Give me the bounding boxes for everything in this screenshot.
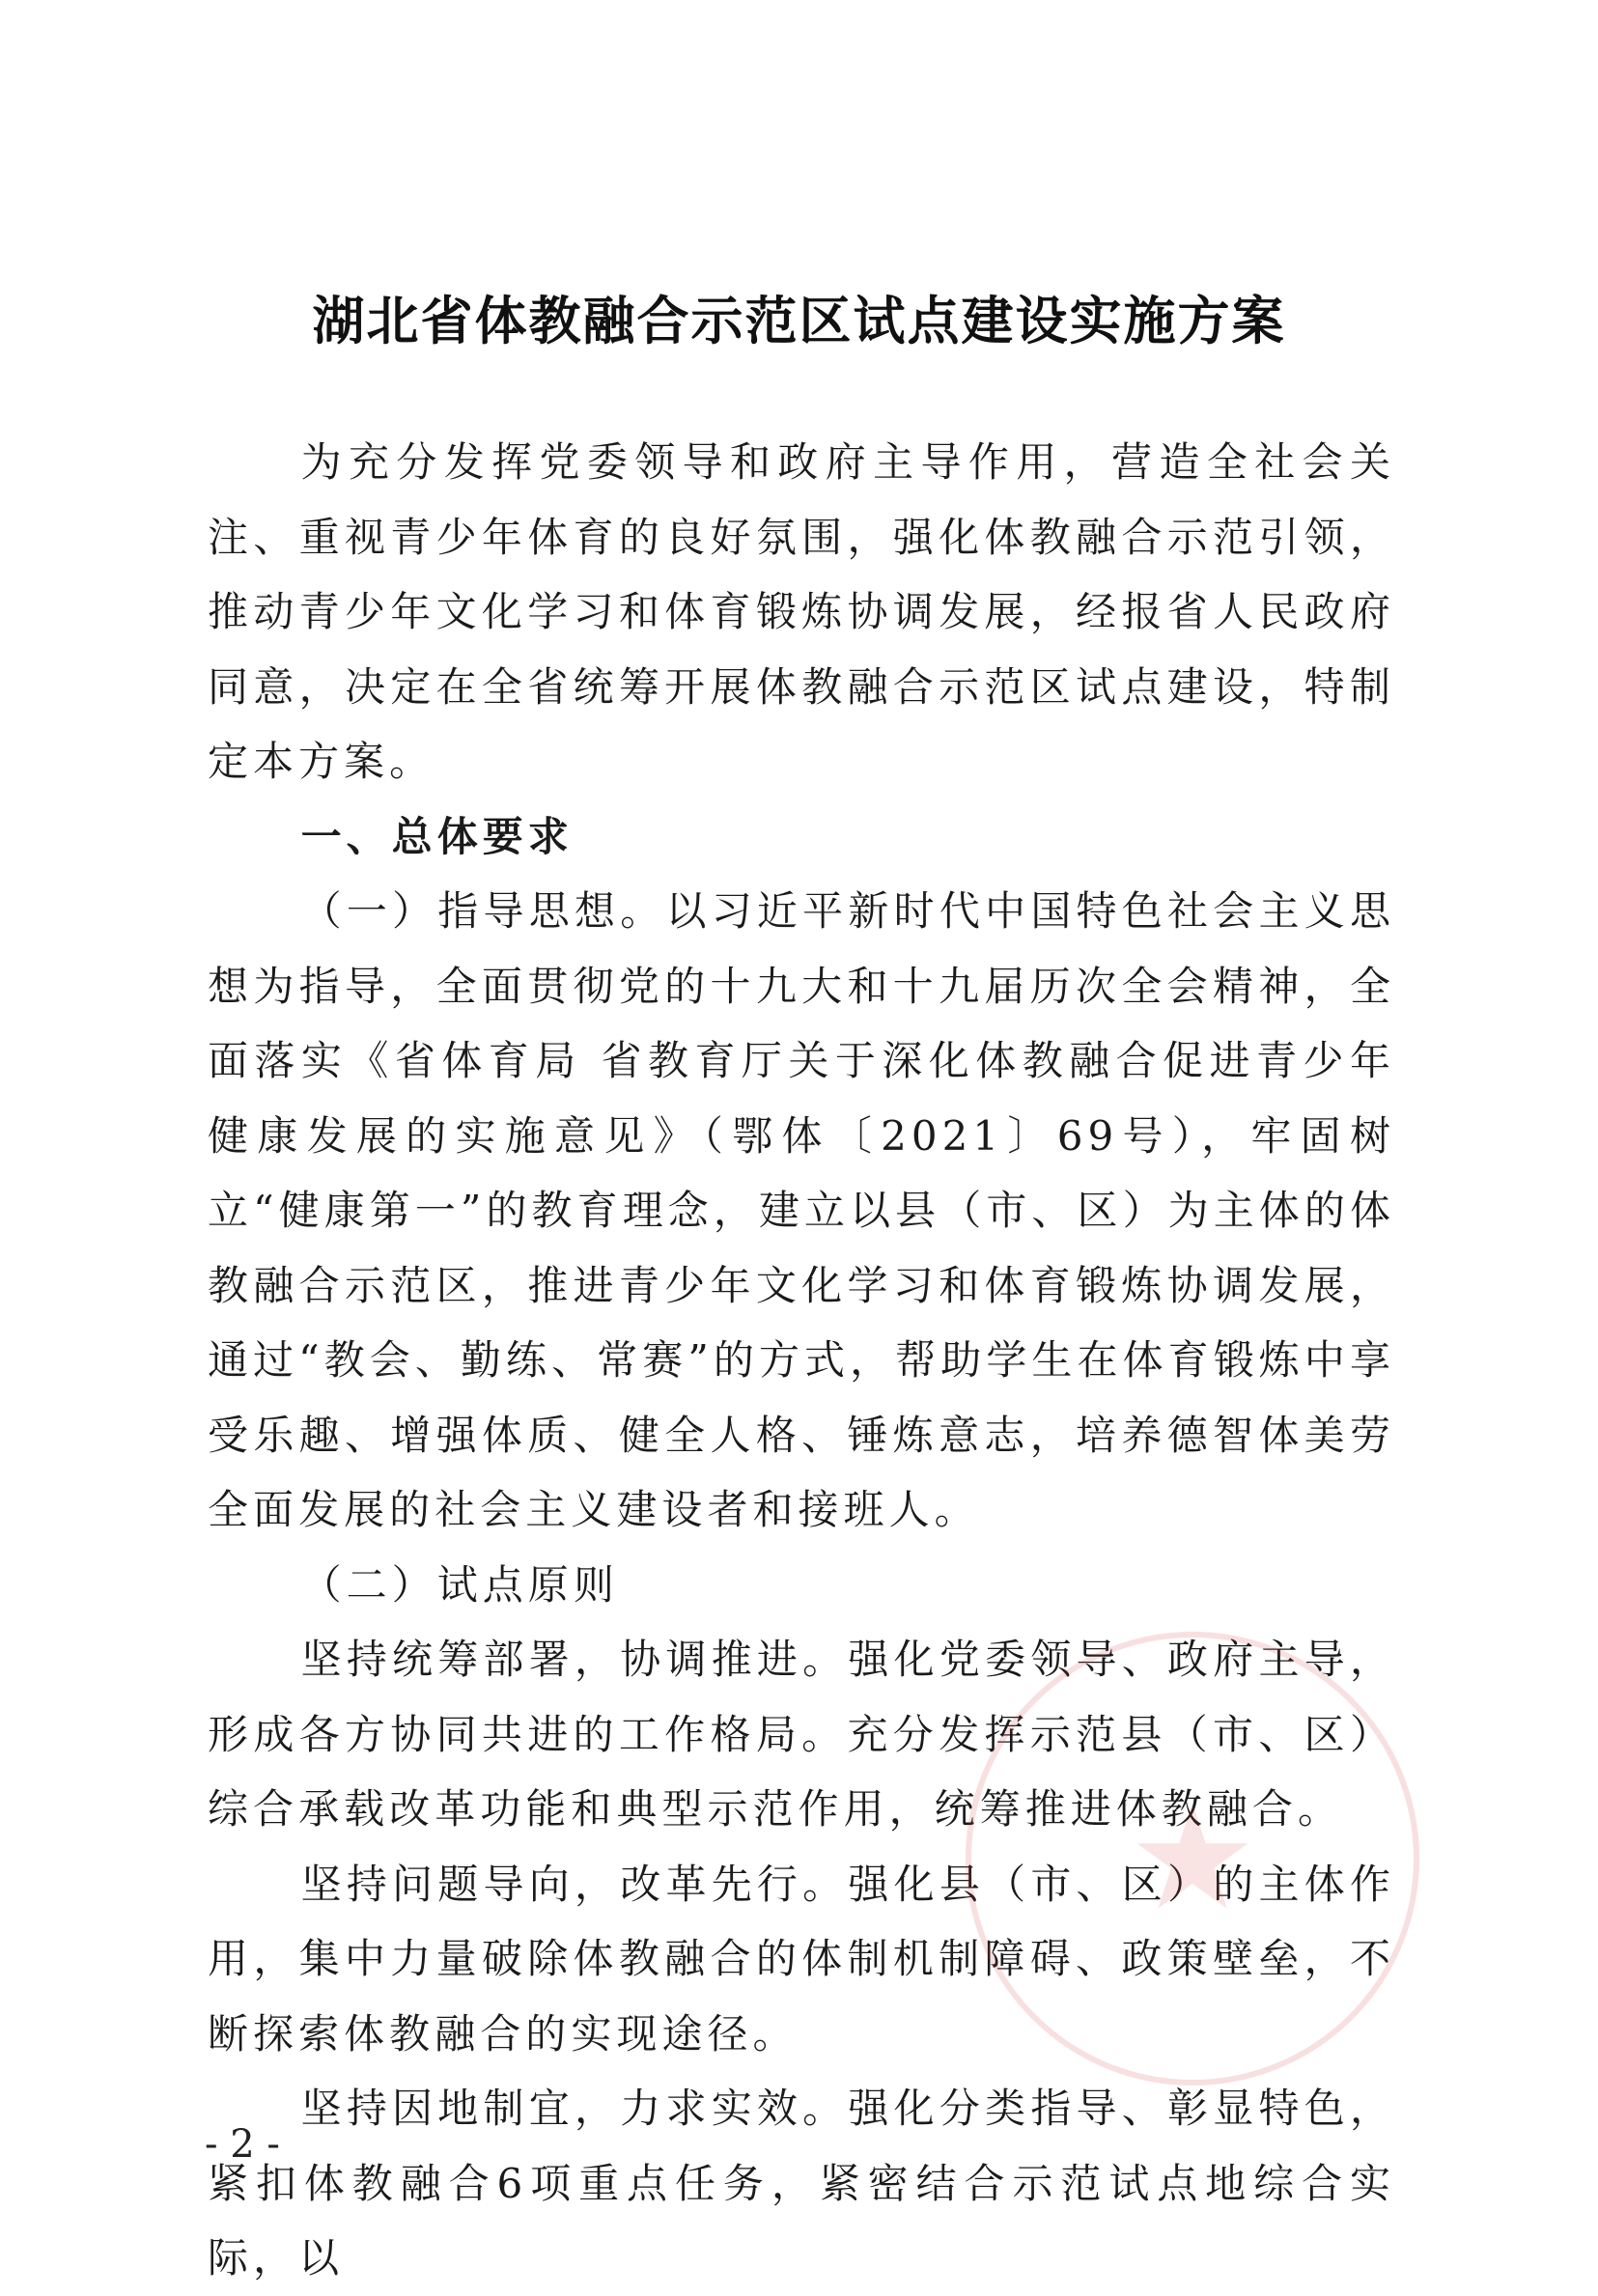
- paragraph-intro: 为充分发挥党委领导和政府主导作用，营造全社会关注、重视青少年体育的良好氛围，强化体教融合示范引领，推动青少年文化学习和体育锻炼协调发展，经报省人民政府同意，决定在全省统筹开展体教融合示范区试点建设，特制定本方案。: [208, 438, 1395, 785]
- paragraph-principle-coordination: 坚持统筹部署，协调推进。强化党委领导、政府主导，形成各方协同共进的工作格局。充分发挥示范县（市、区）综合承载改革功能和典型示范作用，统筹推进体教融合。: [208, 1636, 1395, 1833]
- document-body: [208, 425, 1395, 2296]
- subheading-pilot-principles: （二）试点原则: [300, 1560, 619, 1609]
- section-heading-general-requirements: 一、总体要求: [300, 812, 574, 860]
- page-number: - 2 -: [205, 2122, 280, 2167]
- seal-star-icon: ★: [1127, 1775, 1258, 1943]
- document-title: 湖北省体教融合示范区试点建设实施方案: [312, 291, 1286, 351]
- paragraph-principle-local-conditions: 坚持因地制宜，力求实效。强化分类指导、彰显特色，紧扣体教融合6项重点任务，紧密结合示范试点地综合实际，以: [208, 2085, 1395, 2282]
- paragraph-principle-problem-oriented: 坚持问题导向，改革先行。强化县（市、区）的主体作用，集中力量破除体教融合的体制机制障碍、政策壁垒，不断探索体教融合的实现途径。: [208, 1860, 1395, 2058]
- paragraph-guiding-ideology: （一）指导思想。以习近平新时代中国特色社会主义思想为指导，全面贯彻党的十九大和十九届历次全会精神，全面落实《省体育局 省教育厅关于深化体教融合促进青少年健康发展的实施意见》（鄂体〔2021〕69号），牢固树立“健康第一”的教育理念，建立以县（市、区）为主体的体教融合示范区，推进青少年文化学习和体育锻炼协调发展，通过“教会、勤练、常赛”的方式，帮助学生在体育锻炼中享受乐趣、增强体质、健全人格、锤炼意志，培养德智体美劳全面发展的社会主义建设者和接班人。: [208, 887, 1395, 1533]
